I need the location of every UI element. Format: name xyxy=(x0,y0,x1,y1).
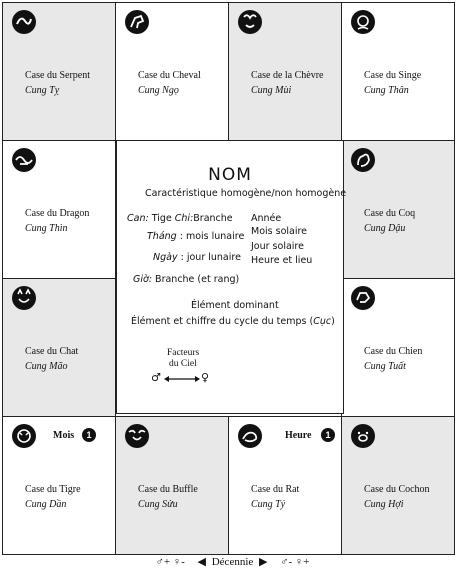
thang-label: Tháng xyxy=(147,231,177,242)
thang-row xyxy=(147,231,244,242)
cell-rat xyxy=(228,416,342,555)
center-subtitle: Caractéristique homogène/non homogène xyxy=(145,188,347,199)
center-title: NOM xyxy=(208,165,252,185)
cat-icon xyxy=(11,285,37,311)
mois-solaire-label: Mois solaire xyxy=(251,226,308,237)
rat-icon xyxy=(237,423,263,449)
case-name: Case du Dragon xyxy=(25,208,90,219)
case-viet: Cung Mão xyxy=(25,361,68,372)
right-arrow-icon: ▶ xyxy=(259,556,268,568)
case-name: Case du Chien xyxy=(364,346,423,357)
cell-horse xyxy=(115,2,229,141)
cell-pig xyxy=(341,416,455,555)
case-name: Case du Chat xyxy=(25,346,79,357)
rooster-icon xyxy=(350,147,376,173)
case-name: Case du Buffle xyxy=(138,484,198,495)
heure-lieu-label: Heure et lieu xyxy=(251,255,313,266)
case-name: Case du Tigre xyxy=(25,484,81,495)
dragon-icon xyxy=(11,147,37,173)
case-name: Case du Cheval xyxy=(138,70,201,81)
cell-buffalo xyxy=(115,416,229,555)
cell-goat xyxy=(228,2,342,141)
case-name: Case du Rat xyxy=(251,484,300,495)
heure-marker-badge: 1 xyxy=(321,428,335,442)
horse-icon xyxy=(124,9,150,35)
cycle-text: Élément et chiffre du cycle du temps ( xyxy=(131,316,314,327)
cell-snake xyxy=(2,2,116,141)
can-label: Can: xyxy=(127,213,149,224)
case-name: Case du Cochon xyxy=(364,484,430,495)
element-dominant: Élément dominant xyxy=(191,300,279,311)
case-name: Case du Coq xyxy=(364,208,416,219)
case-viet: Cung Thìn xyxy=(25,223,68,234)
annee-label: Année xyxy=(251,213,282,224)
gio-label: Giờ: xyxy=(133,274,153,285)
mois-marker-badge: 1 xyxy=(82,428,96,442)
center-panel xyxy=(116,140,347,414)
mois-marker-label: Mois xyxy=(53,430,75,441)
case-viet: Cung Tỵ xyxy=(25,85,60,96)
ngay-label: Ngày xyxy=(153,252,178,263)
cell-cat xyxy=(2,278,116,417)
case-viet: Cung Ngọ xyxy=(138,85,179,96)
case-viet: Cung Sửu xyxy=(138,499,178,510)
cell-dragon xyxy=(2,140,116,279)
case-viet: Cung Hợi xyxy=(364,499,404,510)
case-viet: Cung Mùi xyxy=(251,85,292,96)
decennie-bar xyxy=(0,555,465,575)
gio-value: Branche (et rang) xyxy=(155,274,240,285)
cycle-cuc: Cục xyxy=(313,316,332,327)
right-polarity: ♂- ♀+ xyxy=(280,556,310,568)
double-arrow-icon xyxy=(163,374,201,384)
case-viet: Cung Dậu xyxy=(364,223,406,234)
chi-value: Branche xyxy=(193,213,233,224)
snake-icon xyxy=(11,9,37,35)
cycle-line xyxy=(131,316,335,327)
cell-monkey xyxy=(341,2,455,141)
can-value: Tige xyxy=(151,213,172,224)
facteurs-line1: Facteurs xyxy=(167,348,200,358)
female-symbol: ♀ xyxy=(201,371,210,384)
ngay-value: : jour lunaire xyxy=(180,252,241,263)
gio-row xyxy=(133,274,239,285)
can-row xyxy=(127,213,233,224)
buffalo-icon xyxy=(124,423,150,449)
cycle-close: ) xyxy=(331,316,335,327)
decennie-label: Décennie xyxy=(211,556,254,568)
tiger-icon xyxy=(11,423,37,449)
left-polarity: ♂+ ♀- xyxy=(155,556,185,568)
case-name: Case du Singe xyxy=(364,70,422,81)
heure-marker-label: Heure xyxy=(285,430,312,441)
case-viet: Cung Dần xyxy=(25,499,67,510)
case-viet: Cung Thân xyxy=(364,85,409,96)
thang-value: : mois lunaire xyxy=(179,231,245,242)
goat-icon xyxy=(237,9,263,35)
monkey-icon xyxy=(350,9,376,35)
cell-rooster xyxy=(341,140,455,279)
case-name: Case de la Chèvre xyxy=(251,70,324,81)
chi-label: Chi: xyxy=(174,213,194,224)
case-name: Case du Serpent xyxy=(25,70,90,81)
jour-solaire-label: Jour solaire xyxy=(251,241,304,252)
male-symbol: ♂ xyxy=(151,371,161,384)
case-viet: Cung Tuất xyxy=(364,361,406,372)
case-viet: Cung Tý xyxy=(251,499,286,510)
left-arrow-icon: ◀ xyxy=(197,556,206,568)
facteurs-line2: du Ciel xyxy=(169,359,197,369)
cell-tiger xyxy=(2,416,116,555)
dog-icon xyxy=(350,285,376,311)
pig-icon xyxy=(350,423,376,449)
cell-dog xyxy=(341,278,455,417)
ngay-row xyxy=(153,252,241,263)
